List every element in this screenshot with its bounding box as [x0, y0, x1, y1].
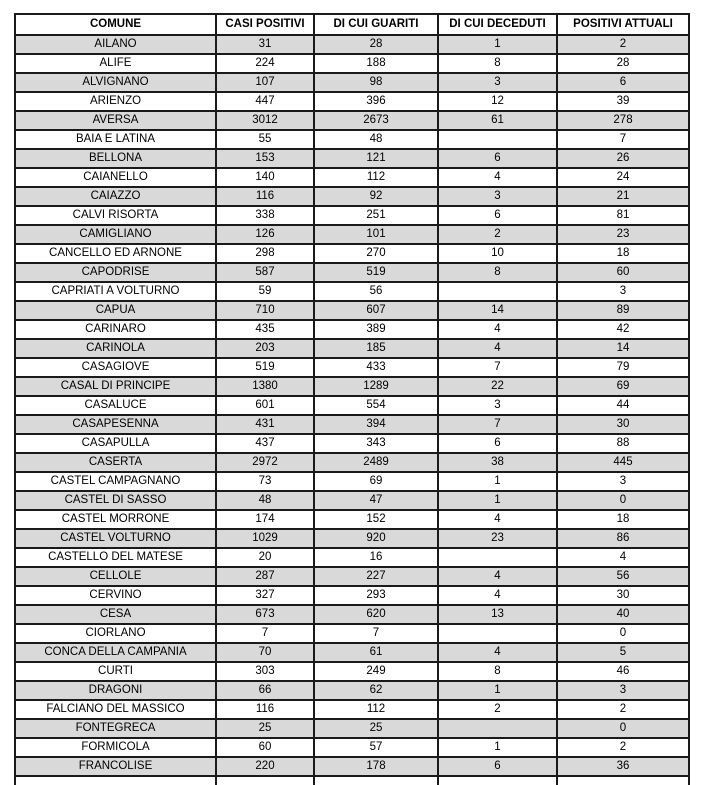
value-cell-di-cui-guariti: 25 [314, 719, 438, 738]
value-cell-positivi-attuali: 21 [557, 187, 689, 206]
value-cell-di-cui-guariti: 188 [314, 54, 438, 73]
table-row [15, 263, 689, 282]
table-row [15, 605, 689, 624]
table-row [15, 567, 689, 586]
value-cell-di-cui-deceduti: 4 [438, 168, 557, 187]
value-cell-positivi-attuali: 69 [557, 377, 689, 396]
value-cell-casi-positivi: 116 [216, 187, 314, 206]
value-cell-di-cui-guariti: 920 [314, 529, 438, 548]
value-cell-positivi-attuali: 79 [557, 358, 689, 377]
table-row [15, 358, 689, 377]
table-row [15, 738, 689, 757]
table-row [15, 282, 689, 301]
value-cell-di-cui-guariti: 101 [314, 225, 438, 244]
value-cell-di-cui-deceduti: 6 [438, 757, 557, 776]
value-cell-di-cui-guariti: 152 [314, 510, 438, 529]
value-cell-di-cui-deceduti [438, 719, 557, 738]
value-cell-di-cui-deceduti: 38 [438, 453, 557, 472]
column-header-comune: COMUNE [15, 14, 216, 35]
table-row [15, 54, 689, 73]
table-row [15, 225, 689, 244]
value-cell-di-cui-deceduti: 4 [438, 510, 557, 529]
comune-cell: CASAL DI PRINCIPE [15, 377, 216, 396]
comune-cell: CAIANELLO [15, 168, 216, 187]
value-cell-di-cui-deceduti: 4 [438, 586, 557, 605]
empty-cell [216, 776, 314, 785]
value-cell-di-cui-deceduti: 7 [438, 358, 557, 377]
value-cell-casi-positivi: 298 [216, 244, 314, 263]
value-cell-di-cui-guariti: 92 [314, 187, 438, 206]
table-row [15, 320, 689, 339]
table-row [15, 719, 689, 738]
value-cell-positivi-attuali: 24 [557, 168, 689, 187]
value-cell-positivi-attuali: 23 [557, 225, 689, 244]
table-row [15, 111, 689, 130]
comune-cell: CIORLANO [15, 624, 216, 643]
comune-cell: CASTELLO DEL MATESE [15, 548, 216, 567]
value-cell-casi-positivi: 587 [216, 263, 314, 282]
value-cell-casi-positivi: 31 [216, 35, 314, 54]
table-row [15, 206, 689, 225]
table-row [15, 624, 689, 643]
table-row [15, 510, 689, 529]
comune-cell: CARINARO [15, 320, 216, 339]
value-cell-di-cui-guariti: 185 [314, 339, 438, 358]
value-cell-casi-positivi: 126 [216, 225, 314, 244]
table-row [15, 339, 689, 358]
comune-cell: CAMIGLIANO [15, 225, 216, 244]
value-cell-casi-positivi: 55 [216, 130, 314, 149]
value-cell-casi-positivi: 73 [216, 472, 314, 491]
value-cell-di-cui-deceduti: 13 [438, 605, 557, 624]
value-cell-di-cui-deceduti: 61 [438, 111, 557, 130]
comune-cell: FONTEGRECA [15, 719, 216, 738]
value-cell-positivi-attuali: 42 [557, 320, 689, 339]
header-row [15, 14, 689, 35]
value-cell-di-cui-guariti: 620 [314, 605, 438, 624]
table-header [15, 14, 689, 35]
value-cell-di-cui-guariti: 1289 [314, 377, 438, 396]
value-cell-casi-positivi: 327 [216, 586, 314, 605]
value-cell-casi-positivi: 66 [216, 681, 314, 700]
value-cell-di-cui-guariti: 293 [314, 586, 438, 605]
table-row [15, 472, 689, 491]
value-cell-di-cui-guariti: 249 [314, 662, 438, 681]
comune-cell: ARIENZO [15, 92, 216, 111]
value-cell-di-cui-guariti: 121 [314, 149, 438, 168]
value-cell-positivi-attuali: 86 [557, 529, 689, 548]
value-cell-casi-positivi: 25 [216, 719, 314, 738]
value-cell-casi-positivi: 59 [216, 282, 314, 301]
value-cell-di-cui-deceduti: 8 [438, 263, 557, 282]
column-header-di-cui-guariti: DI CUI GUARITI [314, 14, 438, 35]
value-cell-positivi-attuali: 3 [557, 282, 689, 301]
value-cell-di-cui-guariti: 112 [314, 168, 438, 187]
comune-cell: CARINOLA [15, 339, 216, 358]
table-row [15, 301, 689, 320]
value-cell-di-cui-deceduti: 8 [438, 662, 557, 681]
comune-cell: CASERTA [15, 453, 216, 472]
value-cell-casi-positivi: 3012 [216, 111, 314, 130]
value-cell-di-cui-deceduti: 7 [438, 415, 557, 434]
comune-cell: CASAPULLA [15, 434, 216, 453]
comune-cell: BELLONA [15, 149, 216, 168]
value-cell-di-cui-guariti: 2489 [314, 453, 438, 472]
value-cell-positivi-attuali: 3 [557, 472, 689, 491]
value-cell-positivi-attuali: 3 [557, 681, 689, 700]
value-cell-positivi-attuali: 0 [557, 719, 689, 738]
table-row [15, 643, 689, 662]
table-row [15, 396, 689, 415]
value-cell-di-cui-deceduti: 2 [438, 225, 557, 244]
value-cell-casi-positivi: 70 [216, 643, 314, 662]
table-row [15, 92, 689, 111]
value-cell-casi-positivi: 710 [216, 301, 314, 320]
table-row [15, 453, 689, 472]
value-cell-casi-positivi: 435 [216, 320, 314, 339]
comune-cell: FRANCOLISE [15, 757, 216, 776]
value-cell-di-cui-guariti: 2673 [314, 111, 438, 130]
comune-cell: CELLOLE [15, 567, 216, 586]
value-cell-di-cui-deceduti: 1 [438, 491, 557, 510]
value-cell-positivi-attuali: 0 [557, 491, 689, 510]
comune-cell: ALIFE [15, 54, 216, 73]
empty-cell [15, 776, 216, 785]
value-cell-di-cui-guariti: 607 [314, 301, 438, 320]
value-cell-casi-positivi: 1029 [216, 529, 314, 548]
value-cell-casi-positivi: 203 [216, 339, 314, 358]
value-cell-di-cui-deceduti: 4 [438, 643, 557, 662]
comune-cell: CANCELLO ED ARNONE [15, 244, 216, 263]
table-row [15, 377, 689, 396]
value-cell-positivi-attuali: 445 [557, 453, 689, 472]
value-cell-di-cui-deceduti: 1 [438, 472, 557, 491]
table-row-partial [15, 776, 689, 785]
empty-cell [438, 776, 557, 785]
table-row [15, 35, 689, 54]
value-cell-di-cui-deceduti: 22 [438, 377, 557, 396]
value-cell-casi-positivi: 174 [216, 510, 314, 529]
value-cell-di-cui-guariti: 16 [314, 548, 438, 567]
value-cell-positivi-attuali: 60 [557, 263, 689, 282]
value-cell-positivi-attuali: 30 [557, 586, 689, 605]
table-row [15, 73, 689, 92]
value-cell-di-cui-deceduti: 4 [438, 567, 557, 586]
value-cell-di-cui-guariti: 28 [314, 35, 438, 54]
comune-cell: CALVI RISORTA [15, 206, 216, 225]
table-row [15, 187, 689, 206]
value-cell-di-cui-guariti: 396 [314, 92, 438, 111]
table-row [15, 700, 689, 719]
value-cell-casi-positivi: 1380 [216, 377, 314, 396]
value-cell-di-cui-deceduti: 6 [438, 149, 557, 168]
value-cell-di-cui-deceduti [438, 624, 557, 643]
table-row [15, 491, 689, 510]
value-cell-di-cui-deceduti: 10 [438, 244, 557, 263]
comune-cell: CAPODRISE [15, 263, 216, 282]
value-cell-di-cui-guariti: 56 [314, 282, 438, 301]
value-cell-di-cui-guariti: 394 [314, 415, 438, 434]
value-cell-di-cui-guariti: 57 [314, 738, 438, 757]
value-cell-casi-positivi: 116 [216, 700, 314, 719]
value-cell-casi-positivi: 601 [216, 396, 314, 415]
value-cell-di-cui-deceduti: 3 [438, 396, 557, 415]
comune-cell: ALVIGNANO [15, 73, 216, 92]
value-cell-casi-positivi: 60 [216, 738, 314, 757]
value-cell-di-cui-guariti: 519 [314, 263, 438, 282]
comune-cell: CASAGIOVE [15, 358, 216, 377]
value-cell-positivi-attuali: 56 [557, 567, 689, 586]
value-cell-positivi-attuali: 2 [557, 738, 689, 757]
value-cell-positivi-attuali: 6 [557, 73, 689, 92]
value-cell-di-cui-deceduti: 3 [438, 187, 557, 206]
value-cell-positivi-attuali: 4 [557, 548, 689, 567]
value-cell-di-cui-guariti: 112 [314, 700, 438, 719]
table-row [15, 681, 689, 700]
table-row [15, 434, 689, 453]
value-cell-positivi-attuali: 2 [557, 35, 689, 54]
value-cell-di-cui-deceduti: 4 [438, 320, 557, 339]
value-cell-di-cui-guariti: 251 [314, 206, 438, 225]
value-cell-di-cui-guariti: 227 [314, 567, 438, 586]
comune-cell: BAIA E LATINA [15, 130, 216, 149]
value-cell-di-cui-guariti: 61 [314, 643, 438, 662]
value-cell-casi-positivi: 431 [216, 415, 314, 434]
value-cell-di-cui-guariti: 69 [314, 472, 438, 491]
table-row [15, 168, 689, 187]
value-cell-casi-positivi: 2972 [216, 453, 314, 472]
value-cell-di-cui-guariti: 554 [314, 396, 438, 415]
value-cell-casi-positivi: 48 [216, 491, 314, 510]
value-cell-positivi-attuali: 81 [557, 206, 689, 225]
value-cell-casi-positivi: 7 [216, 624, 314, 643]
table-row [15, 757, 689, 776]
value-cell-positivi-attuali: 39 [557, 92, 689, 111]
value-cell-di-cui-deceduti: 14 [438, 301, 557, 320]
comune-cell: CAPUA [15, 301, 216, 320]
comune-cell: FORMICOLA [15, 738, 216, 757]
value-cell-positivi-attuali: 44 [557, 396, 689, 415]
value-cell-di-cui-deceduti: 6 [438, 434, 557, 453]
table-row [15, 130, 689, 149]
value-cell-casi-positivi: 519 [216, 358, 314, 377]
covid-comuni-table [14, 13, 690, 785]
value-cell-casi-positivi: 437 [216, 434, 314, 453]
value-cell-di-cui-guariti: 47 [314, 491, 438, 510]
value-cell-positivi-attuali: 278 [557, 111, 689, 130]
value-cell-casi-positivi: 20 [216, 548, 314, 567]
comune-cell: CASTEL MORRONE [15, 510, 216, 529]
value-cell-positivi-attuali: 28 [557, 54, 689, 73]
value-cell-positivi-attuali: 0 [557, 624, 689, 643]
value-cell-positivi-attuali: 46 [557, 662, 689, 681]
value-cell-di-cui-guariti: 62 [314, 681, 438, 700]
value-cell-positivi-attuali: 18 [557, 510, 689, 529]
table-row [15, 415, 689, 434]
value-cell-casi-positivi: 287 [216, 567, 314, 586]
value-cell-di-cui-deceduti: 2 [438, 700, 557, 719]
comune-cell: CONCA DELLA CAMPANIA [15, 643, 216, 662]
comune-cell: CASALUCE [15, 396, 216, 415]
value-cell-positivi-attuali: 30 [557, 415, 689, 434]
comune-cell: CURTI [15, 662, 216, 681]
value-cell-di-cui-deceduti: 12 [438, 92, 557, 111]
value-cell-di-cui-deceduti [438, 548, 557, 567]
column-header-di-cui-deceduti: DI CUI DECEDUTI [438, 14, 557, 35]
value-cell-di-cui-guariti: 343 [314, 434, 438, 453]
value-cell-di-cui-deceduti: 4 [438, 339, 557, 358]
value-cell-di-cui-guariti: 433 [314, 358, 438, 377]
value-cell-di-cui-deceduti: 3 [438, 73, 557, 92]
table-row [15, 662, 689, 681]
value-cell-di-cui-guariti: 48 [314, 130, 438, 149]
value-cell-di-cui-guariti: 389 [314, 320, 438, 339]
table-body [15, 35, 689, 785]
value-cell-positivi-attuali: 40 [557, 605, 689, 624]
value-cell-di-cui-deceduti [438, 130, 557, 149]
value-cell-di-cui-deceduti: 23 [438, 529, 557, 548]
table-row [15, 529, 689, 548]
value-cell-positivi-attuali: 18 [557, 244, 689, 263]
value-cell-casi-positivi: 224 [216, 54, 314, 73]
comune-cell: CESA [15, 605, 216, 624]
column-header-casi-positivi: CASI POSITIVI [216, 14, 314, 35]
value-cell-positivi-attuali: 26 [557, 149, 689, 168]
value-cell-di-cui-deceduti [438, 282, 557, 301]
empty-cell [557, 776, 689, 785]
comune-cell: DRAGONI [15, 681, 216, 700]
empty-cell [314, 776, 438, 785]
comune-cell: CERVINO [15, 586, 216, 605]
value-cell-di-cui-deceduti: 1 [438, 35, 557, 54]
comune-cell: CASAPESENNA [15, 415, 216, 434]
value-cell-positivi-attuali: 5 [557, 643, 689, 662]
value-cell-casi-positivi: 107 [216, 73, 314, 92]
value-cell-positivi-attuali: 36 [557, 757, 689, 776]
value-cell-positivi-attuali: 7 [557, 130, 689, 149]
value-cell-di-cui-guariti: 270 [314, 244, 438, 263]
value-cell-casi-positivi: 303 [216, 662, 314, 681]
value-cell-di-cui-guariti: 178 [314, 757, 438, 776]
comune-cell: CAIAZZO [15, 187, 216, 206]
column-header-positivi-attuali: POSITIVI ATTUALI [557, 14, 689, 35]
comune-cell: CASTEL VOLTURNO [15, 529, 216, 548]
value-cell-positivi-attuali: 88 [557, 434, 689, 453]
value-cell-di-cui-deceduti: 1 [438, 738, 557, 757]
comune-cell: CASTEL CAMPAGNANO [15, 472, 216, 491]
table-row [15, 149, 689, 168]
value-cell-casi-positivi: 447 [216, 92, 314, 111]
value-cell-casi-positivi: 140 [216, 168, 314, 187]
value-cell-di-cui-deceduti: 6 [438, 206, 557, 225]
value-cell-positivi-attuali: 89 [557, 301, 689, 320]
table-row [15, 586, 689, 605]
comune-cell: CASTEL DI SASSO [15, 491, 216, 510]
value-cell-di-cui-deceduti: 8 [438, 54, 557, 73]
comune-cell: CAPRIATI A VOLTURNO [15, 282, 216, 301]
value-cell-positivi-attuali: 14 [557, 339, 689, 358]
value-cell-di-cui-deceduti: 1 [438, 681, 557, 700]
table-row [15, 548, 689, 567]
value-cell-casi-positivi: 220 [216, 757, 314, 776]
value-cell-casi-positivi: 153 [216, 149, 314, 168]
value-cell-positivi-attuali: 2 [557, 700, 689, 719]
comune-cell: AILANO [15, 35, 216, 54]
value-cell-casi-positivi: 338 [216, 206, 314, 225]
table-row [15, 244, 689, 263]
comune-cell: FALCIANO DEL MASSICO [15, 700, 216, 719]
value-cell-casi-positivi: 673 [216, 605, 314, 624]
comune-cell: AVERSA [15, 111, 216, 130]
value-cell-di-cui-guariti: 7 [314, 624, 438, 643]
value-cell-di-cui-guariti: 98 [314, 73, 438, 92]
